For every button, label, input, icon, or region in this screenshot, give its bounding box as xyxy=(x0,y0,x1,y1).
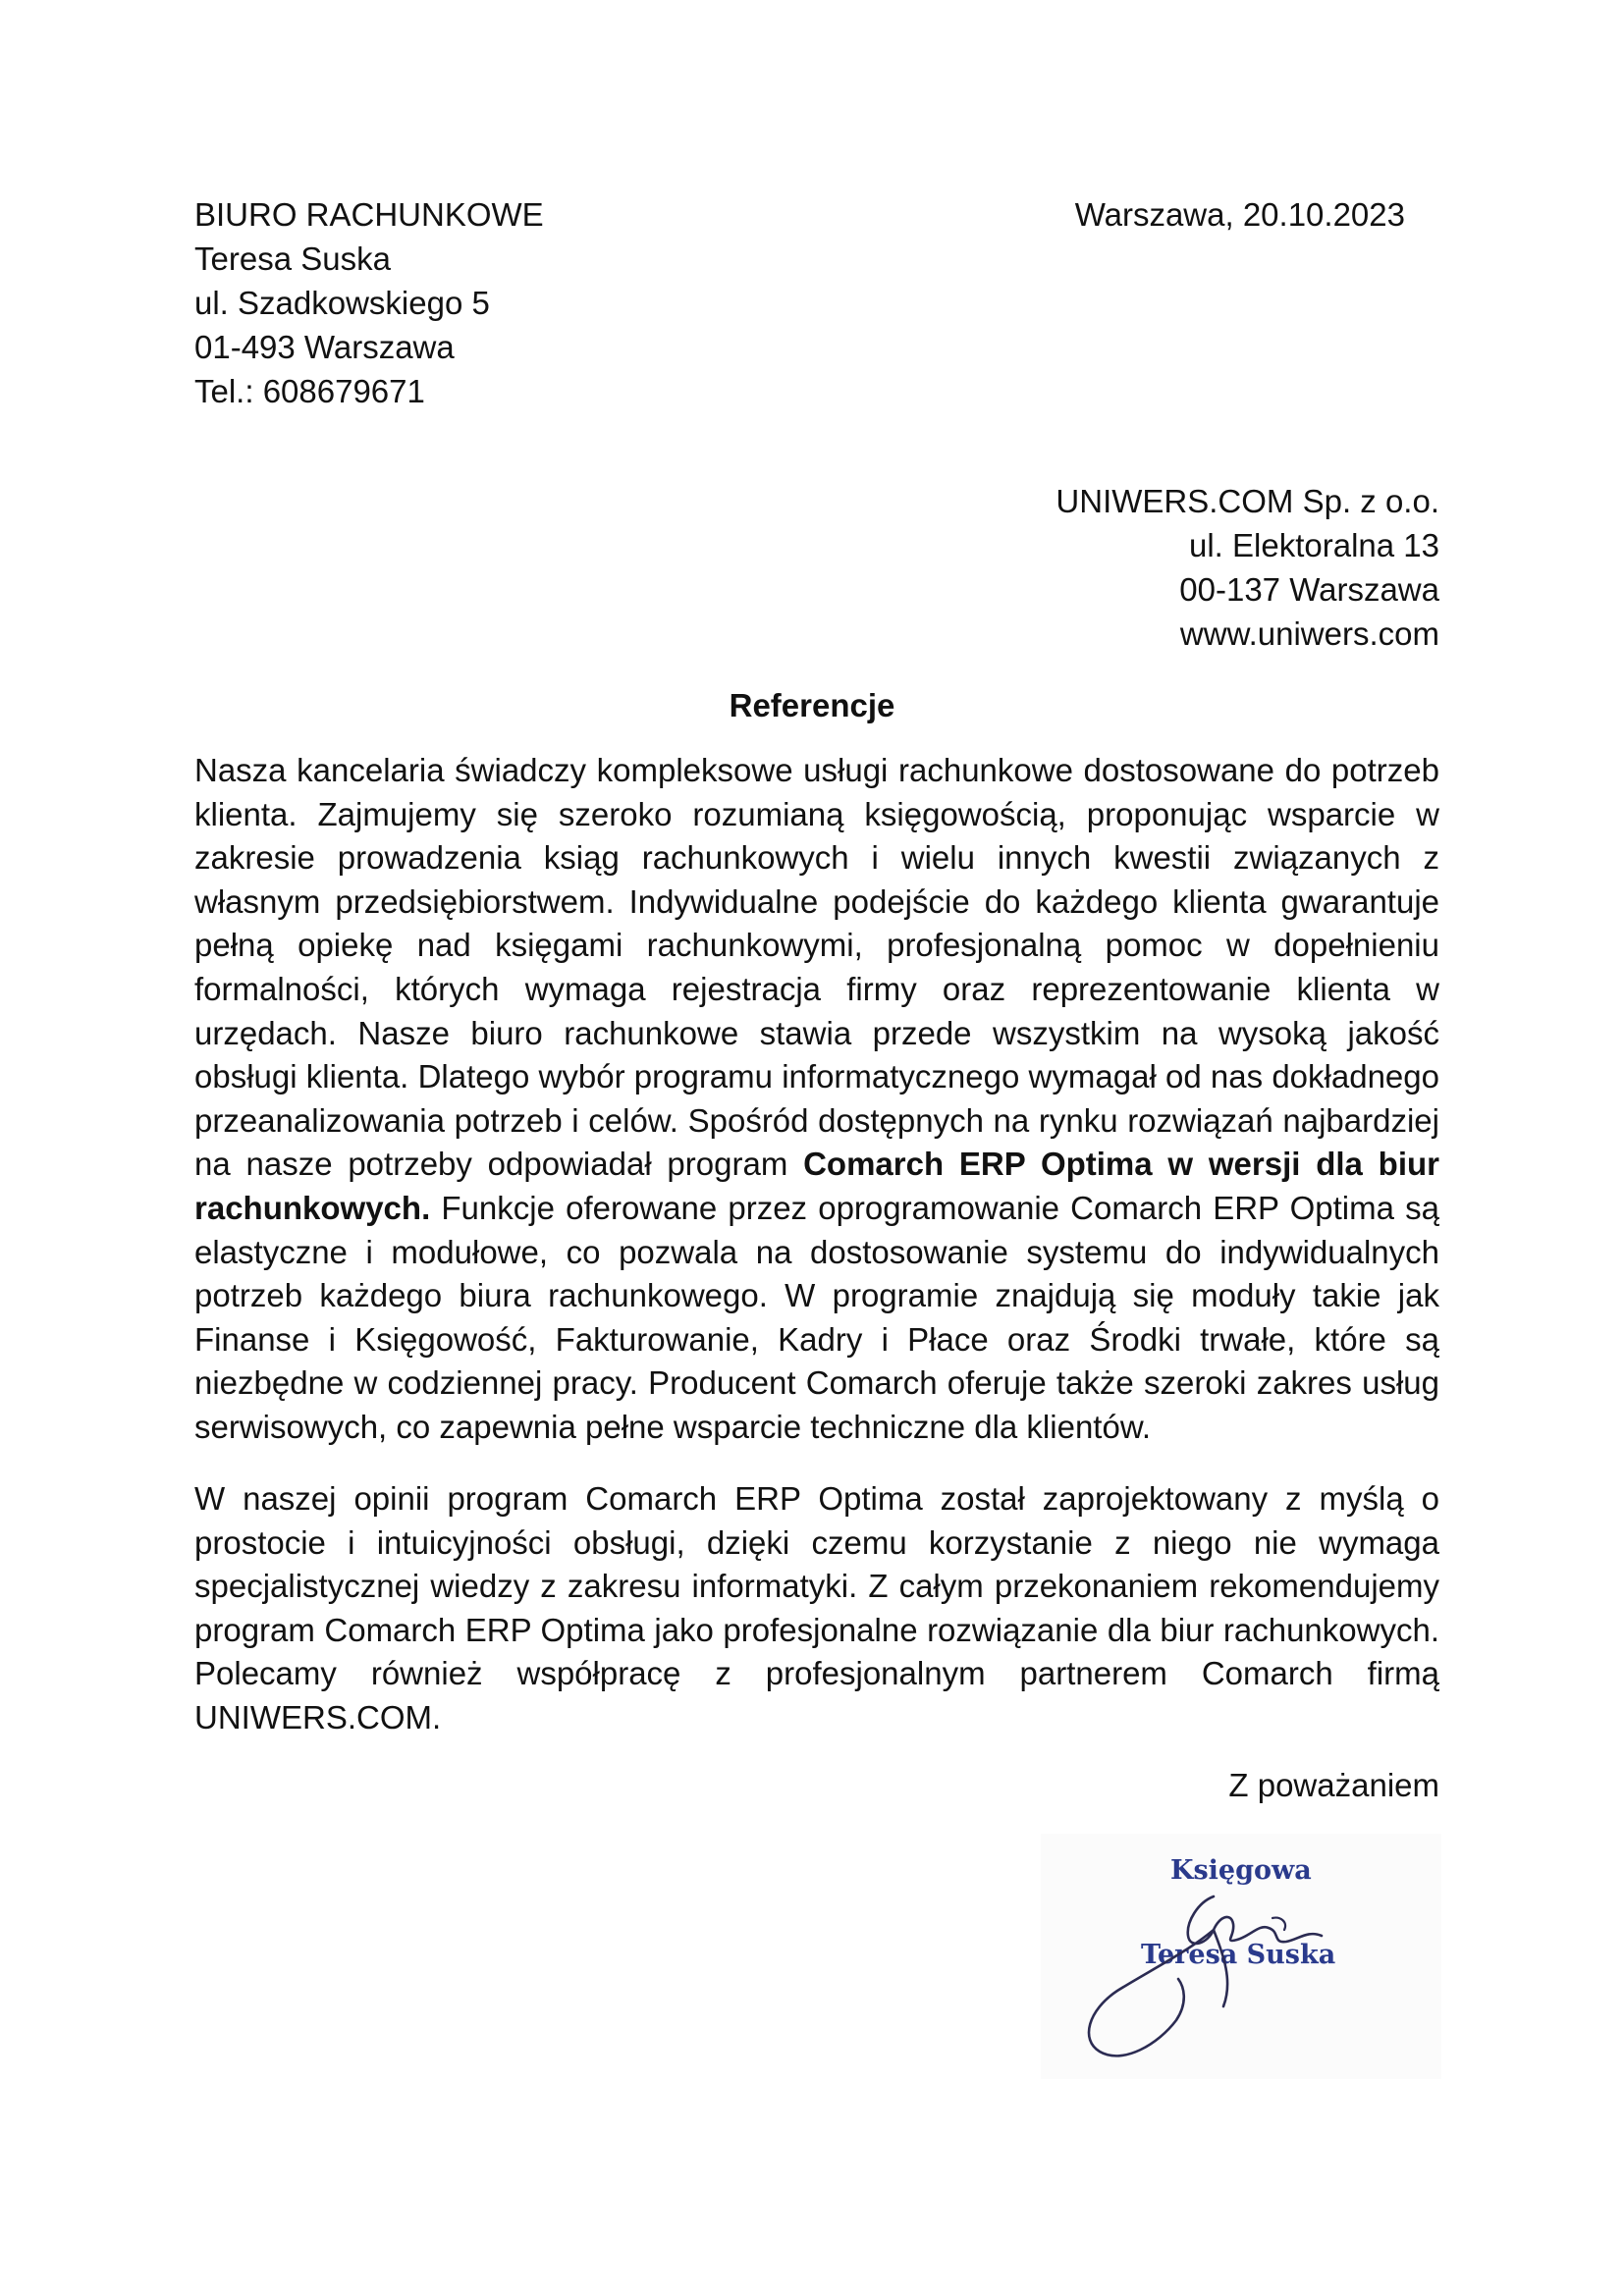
body-paragraph-1-text-a: Nasza kancelaria świadczy kompleksowe usługi rachunkowe dostosowane do potrzeb klienta. Zajmujemy się szeroko rozumianą księgowością, proponując wsparcie w zakresie prowadzenia ksiąg rachunkowych i wielu innych kwestii związanych z własnym przedsiębiorstwem. Indywidualne podejście do każdego klienta gwarantuje pełną opiekę nad księgami rachunkowymi, profesjonalną pomoc w dopełnieniu formalności, których wymaga rejestracja firmy oraz reprezentowanie klienta w urzędach. Nasze biuro rachunkowe stawia przede wszystkim na wysoką jakość obsługi klienta. Dlatego wybór programu informatycznego wymagał od nas dokładnego przeanalizowania potrzeb i celów. Spośród dostępnych na rynku rozwiązań najbardziej na nasze potrzeby odpowiadał program xyxy=(194,752,1439,1183)
body-paragraph-1 xyxy=(194,749,1439,1450)
sender-street: ul. Szadkowskiego 5 xyxy=(194,285,490,321)
signature-flourish xyxy=(1272,1918,1285,1930)
closing-salutation: Z poważaniem xyxy=(1228,1767,1439,1803)
sender-company: BIURO RACHUNKOWE xyxy=(194,196,544,233)
body-paragraph-1-text-b: Funkcje oferowane przez oprogramowanie Comarch ERP Optima są elastyczne i modułowe, co pozwala na dostosowanie systemu do indywidualnych potrzeb każdego biura rachunkowego. W programie znajdują się moduły takie jak Finanse i Księgowość, Fakturowanie, Kadry i Płace oraz Środki trwałe, które są niezbędne w codziennej pracy. Producent Comarch oferuje także szeroki zakres usług serwisowych, co zapewnia pełne wsparcie techniczne dla klientów. xyxy=(194,1189,1439,1445)
letter-subject: Referencje xyxy=(729,687,895,723)
body-paragraph-2: W naszej opinii program Comarch ERP Optima został zaprojektowany z myślą o prostocie i intuicyjności obsługi, dzięki czemu korzystanie z niego nie wymaga specjalistycznej wiedzy z zakresu informatyki. Z całym przekonaniem rekomendujemy program Comarch ERP Optima jako profesjonalne rozwiązanie dla biur rachunkowych. Polecamy również współpracę z profesjonalnym partnerem Comarch firmą UNIWERS.COM. xyxy=(194,1480,1439,1735)
stamp-name: Teresa Suska xyxy=(1141,1940,1336,1970)
recipient-website: www.uniwers.com xyxy=(1179,615,1439,652)
recipient-company: UNIWERS.COM Sp. z o.o. xyxy=(1056,483,1439,519)
recipient-block xyxy=(1056,479,1439,656)
recipient-city: 00-137 Warszawa xyxy=(1179,571,1439,608)
sender-phone: Tel.: 608679671 xyxy=(194,373,425,409)
signature-stamp xyxy=(1041,1834,1441,2079)
recipient-street: ul. Elektoralna 13 xyxy=(1189,527,1439,563)
signature-drawing xyxy=(1041,1834,1441,2079)
sender-city: 01-493 Warszawa xyxy=(194,329,455,365)
stamp-title: Księgowa xyxy=(1170,1855,1312,1886)
sender-block xyxy=(194,192,544,413)
body-paragraph-1-bold: Comarch ERP Optima w wersji dla biur rachunkowych. xyxy=(194,1146,1439,1226)
sender-name: Teresa Suska xyxy=(194,240,391,277)
handwritten-signature xyxy=(1089,1896,1322,2056)
letter-date: Warszawa, 20.10.2023 xyxy=(1074,196,1405,233)
